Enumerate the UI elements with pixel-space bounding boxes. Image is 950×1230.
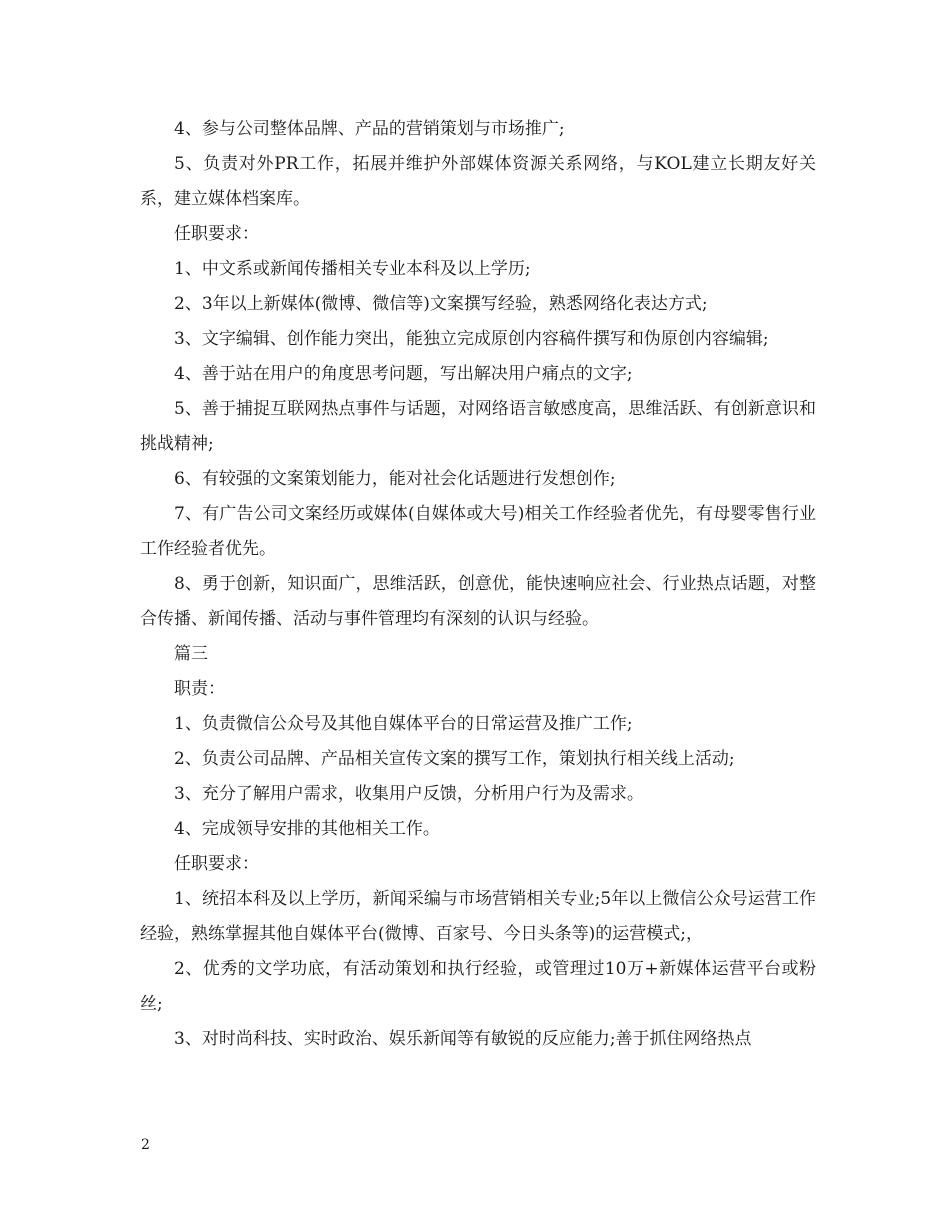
paragraph-requirements-heading-2: 任职要求：	[174, 854, 259, 874]
paragraph-requirement-3-editing: 3、文字编辑、创作能力突出，能独立完成原创内容稿件撰写和伪原创内容编辑;	[174, 329, 769, 349]
paragraph-duties-heading: 职责：	[174, 679, 225, 699]
paragraph-requirements-heading-1: 任职要求：	[174, 224, 259, 244]
paragraph-duty-4-other-work: 4、完成领导安排的其他相关工作。	[174, 819, 440, 839]
paragraph-requirement-5-hot-topics: 5、善于捕捉互联网热点事件与话题，对网络语言敏感度高，思维活跃、有创新意识和挑战精神;	[140, 399, 816, 454]
section-heading-part-three: 篇三	[174, 644, 208, 664]
page-number: 2	[141, 1137, 150, 1153]
paragraph-requirement-2-experience: 2、3年以上新媒体(微博、微信等)文案撰写经验，熟悉网络化表达方式;	[174, 294, 708, 314]
paragraph-duty-3-user-needs: 3、充分了解用户需求，收集用户反馈，分析用户行为及需求。	[174, 784, 644, 804]
paragraph-requirement-8-innovation: 8、勇于创新，知识面广，思维活跃，创意优，能快速响应社会、行业热点话题，对整合传播、新闻传播、活动与事件管理均有深刻的认识与经验。	[140, 574, 816, 629]
paragraph-requirement-1-degree: 1、中文系或新闻传播相关专业本科及以上学历;	[174, 259, 531, 279]
paragraph-requirement-4-user-perspective: 4、善于站在用户的角度思考问题，写出解决用户痛点的文字;	[174, 364, 633, 384]
document-body	[140, 112, 816, 1057]
paragraph-requirement-7-agency-experience: 7、有广告公司文案经历或媒体(自媒体或大号)相关工作经验者优先，有母婴零售行业工作经验者优先。	[140, 504, 816, 559]
paragraph-item-5-pr-work: 5、负责对外PR工作，拓展并维护外部媒体资源关系网络，与KOL建立长期友好关系，建立媒体档案库。	[140, 154, 816, 209]
paragraph-requirement-6-planning: 6、有较强的文案策划能力，能对社会化话题进行发想创作;	[174, 469, 616, 489]
paragraph-requirement-3-sensitivity: 3、对时尚科技、实时政治、娱乐新闻等有敏锐的反应能力;善于抓住网络热点	[174, 1029, 752, 1049]
paragraph-duty-2-copywriting: 2、负责公司品牌、产品相关宣传文案的撰写工作，策划执行相关线上活动;	[174, 749, 735, 769]
paragraph-duty-1-wechat: 1、负责微信公众号及其他自媒体平台的日常运营及推广工作;	[174, 714, 633, 734]
paragraph-item-4-brand-marketing: 4、参与公司整体品牌、产品的营销策划与市场推广;	[174, 119, 565, 139]
paragraph-requirement-1-education-experience: 1、统招本科及以上学历，新闻采编与市场营销相关专业;5年以上微信公众号运营工作经验，熟练掌握其他自媒体平台(微博、百家号、今日头条等)的运营模式;，	[140, 889, 816, 944]
paragraph-requirement-2-writing-skill: 2、优秀的文学功底，有活动策划和执行经验，或管理过10万+新媒体运营平台或粉丝;	[140, 959, 816, 1014]
